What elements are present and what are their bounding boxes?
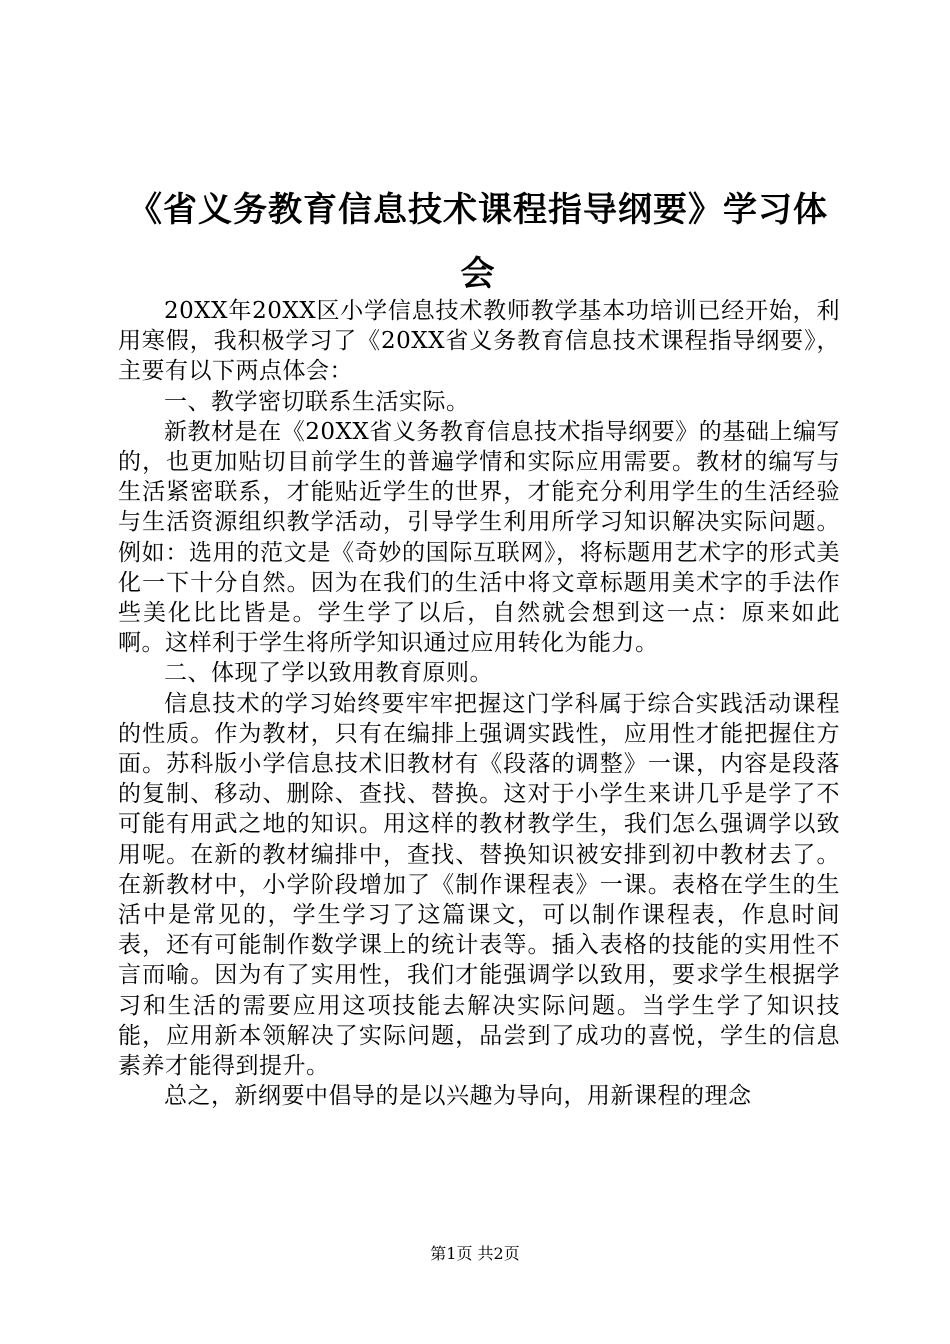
paragraph-conclusion: 总之，新纲要中倡导的是以兴趣为导向，用新课程的理念 — [164, 1083, 752, 1110]
page-number-label: 第1页 共2页 — [430, 1244, 520, 1263]
paragraph-section-1: 新教材是在《20XX省义务教育信息技术指导纲要》的基础上编写的，也更加贴切目前学生的普遍学情和实际应用需要。教材的编写与生活紧密联系，才能贴近学生的世界，才能充分利用学生的生活经验与生活资源组织教学活动，引导学生利用所学习知识解决实际问题。例如：选用的范文是《奇妙的国际互联网》，将标题用艺术字的形式美化一下十分自然。因为在我们的生活中将文章标题用美术字的手法作些美化比比皆是。学生学了以后，自然就会想到这一点：原来如此啊。这样利于学生将所学知识通过应用转化为能力。 — [118, 418, 840, 657]
document-body — [118, 296, 840, 1111]
section-heading-1: 一、教学密切联系生活实际。 — [164, 388, 470, 415]
paragraph-intro: 20XX年20XX区小学信息技术教师教学基本功培训已经开始，利用寒假，我积极学习了《20XX省义务教育信息技术课程指导纲要》，主要有以下两点体会： — [118, 298, 840, 385]
page-footer — [0, 1244, 950, 1264]
document-title: 《省义务教育信息技术课程指导纲要》学习体会 — [128, 190, 828, 294]
paragraph-section-2: 信息技术的学习始终要牢牢把握这门学科属于综合实践活动课程的性质。作为教材，只有在编排上强调实践性，应用性才能把握住方面。苏科版小学信息技术旧教材有《段落的调整》一课，内容是段落的复制、移动、删除、查找、替换。这对于小学生来讲几乎是学了不可能有用武之地的知识。用这样的教材教学生，我们怎么强调学以致用呢。在新的教材编排中，查找、替换知识被安排到初中教材去了。在新教材中，小学阶段增加了《制作课程表》一课。表格在学生的生活中是常见的，学生学习了这篇课文，可以制作课程表，作息时间表，还有可能制作数学课上的统计表等。插入表格的技能的实用性不言而喻。因为有了实用性，我们才能强调学以致用，要求学生根据学习和生活的需要应用这项技能去解决实际问题。当学生学了知识技能，应用新本领解决了实际问题，品尝到了成功的喜悦，学生的信息素养才能得到提升。 — [118, 690, 840, 1080]
section-heading-2: 二、体现了学以致用教育原则。 — [164, 660, 493, 687]
